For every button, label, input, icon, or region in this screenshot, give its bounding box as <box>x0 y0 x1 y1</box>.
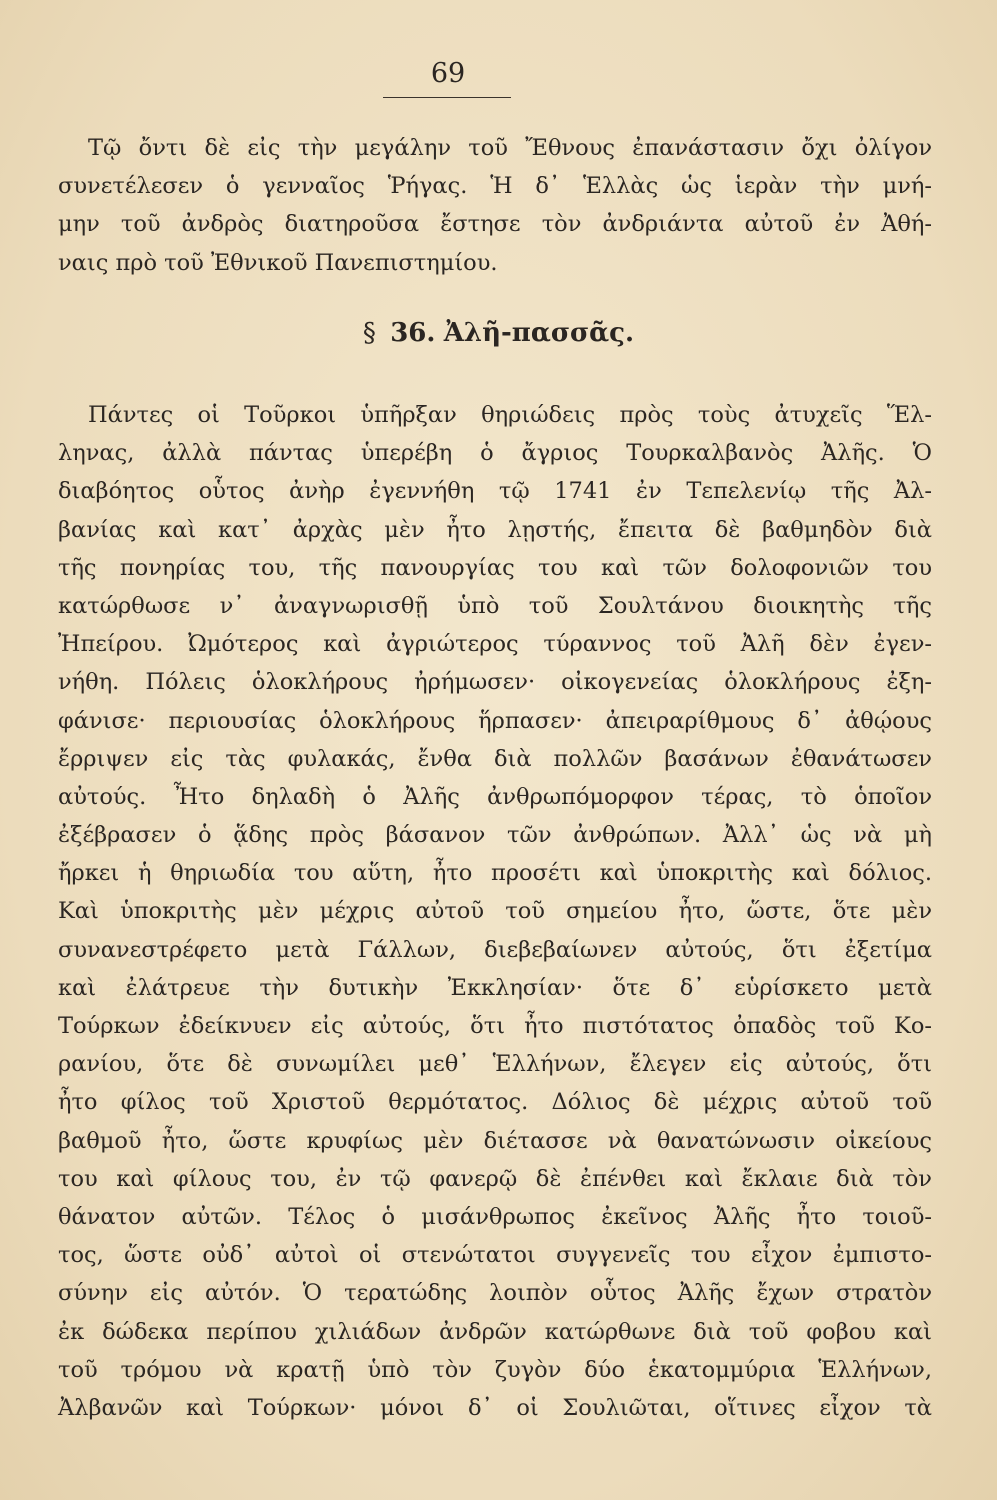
text-line: συνετέλεσεν ὁ γενναῖος Ῥήγας. Ἡ δ᾽ Ἑλλὰς ὡς ἱερὰν τὴν μνή- <box>58 173 932 200</box>
page-number-rule <box>383 97 511 98</box>
text-line: τοῦ τρόμου νὰ κρατῇ ὑπὸ τὸν ζυγὸν δύο ἑκατομμύρια Ἑλλήνων, <box>58 1356 932 1383</box>
text-line: σύνην εἰς αὐτόν. Ὁ τερατώδης λοιπὸν οὗτος Ἀλῆς ἔχων στρατὸν <box>58 1280 932 1307</box>
text-line: ναις πρὸ τοῦ Ἐθνικοῦ Πανεπιστημίου. <box>58 249 498 276</box>
text-line: βαθμοῦ ἦτο, ὥστε κρυφίως μὲν διέτασσε νὰ θανατώνωσιν οἰκείους <box>58 1127 932 1154</box>
text-line: φάνισε· περιουσίας ὁλοκλήρους ἥρπασεν· ἀπειραρίθμους δ᾽ ἀθῴους <box>58 707 932 734</box>
text-line: ἐκ δώδεκα περίπου χιλιάδων ἀνδρῶν κατώρθωνε διὰ τοῦ φοβου καὶ <box>58 1318 932 1345</box>
text-line: τος, ὥστε οὐδ᾽ αὐτοὶ οἱ στενώτατοι συγγενεῖς του εἶχον ἐμπιστο- <box>58 1242 932 1269</box>
text-line: ρανίου, ὅτε δὲ συνωμίλει μεθ᾽ Ἑλλήνων, ἔλεγεν εἰς αὐτούς, ὅτι <box>58 1051 932 1078</box>
text-line: ἔρριψεν εἰς τὰς φυλακάς, ἔνθα διὰ πολλῶν βασάνων ἐθανάτωσεν <box>58 745 932 772</box>
text-line: του καὶ φίλους του, ἐν τῷ φανερῷ δὲ ἐπένθει καὶ ἔκλαιε διὰ τὸν <box>58 1165 932 1192</box>
text-line: μην τοῦ ἀνδρὸς διατηροῦσα ἔστησε τὸν ἀνδριάντα αὐτοῦ ἐν Ἀθή- <box>58 211 932 238</box>
text-line: Πάντες οἱ Τοῦρκοι ὑπῆρξαν θηριώδεις πρὸς τοὺς ἀτυχεῖς Ἕλ- <box>88 402 932 428</box>
paragraph-2 <box>58 396 932 1427</box>
page-number: 69 <box>430 58 466 89</box>
paragraph-1 <box>58 129 932 282</box>
section-symbol: § <box>362 318 376 348</box>
text-line: καὶ ἐλάτρευε τὴν δυτικὴν Ἐκκλησίαν· ὅτε δ᾽ εὑρίσκετο μετὰ <box>58 974 932 1001</box>
text-line: ἦτο φίλος τοῦ Χριστοῦ θερμότατος. Δόλιος δὲ μέχρις αὐτοῦ τοῦ <box>58 1089 932 1116</box>
text-line: θάνατον αὐτῶν. Τέλος ὁ μισάνθρωπος ἐκεῖνος Ἀλῆς ἦτο τοιοῦ- <box>58 1203 932 1230</box>
section-title: Ἀλῆ-πασσᾶς. <box>443 318 635 348</box>
text-line: Ἀλβανῶν καὶ Τούρκων· μόνοι δ᾽ οἱ Σουλιῶται, οἵτινες εἶχον τὰ <box>58 1394 932 1421</box>
section-number: 36. <box>390 318 436 348</box>
text-line: τῆς πονηρίας του, τῆς πανουργίας του καὶ τῶν δολοφονιῶν του <box>58 554 932 581</box>
text-line: ἐξέβρασεν ὁ ᾅδης πρὸς βάσανον τῶν ἀνθρώπων. Ἀλλ᾽ ὡς νὰ μὴ <box>58 822 932 849</box>
text-line: διαβόητος οὗτος ἀνὴρ ἐγεννήθη τῷ 1741 ἐν Τεπελενίῳ τῆς Ἀλ- <box>58 478 932 505</box>
text-line: ἤρκει ἡ θηριωδία του αὕτη, ἦτο προσέτι καὶ ὑποκριτὴς καὶ δόλιος. <box>58 860 932 887</box>
text-line: συνανεστρέφετο μετὰ Γάλλων, διεβεβαίωνεν αὐτούς, ὅτι ἐξετίμα <box>58 936 932 963</box>
text-line: νήθη. Πόλεις ὁλοκλήρους ἠρήμωσεν· οἰκογενείας ὁλοκλήρους ἐξη- <box>58 669 932 696</box>
text-line: Τούρκων ἐδείκνυεν εἰς αὐτούς, ὅτι ἦτο πιστότατος ὀπαδὸς τοῦ Κο- <box>58 1013 932 1039</box>
text-line: Ἠπείρου. Ὠμότερος καὶ ἀγριώτερος τύραννος τοῦ Ἀλῆ δὲν ἐγεν- <box>58 631 932 658</box>
text-line: Καὶ ὑποκριτὴς μὲν μέχρις αὐτοῦ τοῦ σημείου ἦτο, ὥστε, ὅτε μὲν <box>58 898 932 925</box>
text-line: βανίας καὶ κατ᾽ ἀρχὰς μὲν ἦτο λῃστής, ἔπειτα δὲ βαθμηδὸν διὰ <box>58 516 932 543</box>
text-line: Τῷ ὄντι δὲ εἰς τὴν μεγάλην τοῦ Ἔθνους ἐπανάστασιν ὄχι ὀλίγον <box>88 135 932 161</box>
text-line: αὐτούς. Ἦτο δηλαδὴ ὁ Ἀλῆς ἀνθρωπόμορφον τέρας, τὸ ὁποῖον <box>58 783 932 810</box>
text-line: ληνας, ἀλλὰ πάντας ὑπερέβη ὁ ἄγριος Τουρκαλβανὸς Ἀλῆς. Ὁ <box>58 440 932 467</box>
section-heading <box>0 318 997 348</box>
text-line: κατώρθωσε ν᾽ ἀναγνωρισθῇ ὑπὸ τοῦ Σουλτάνου διοικητὴς τῆς <box>58 592 932 619</box>
